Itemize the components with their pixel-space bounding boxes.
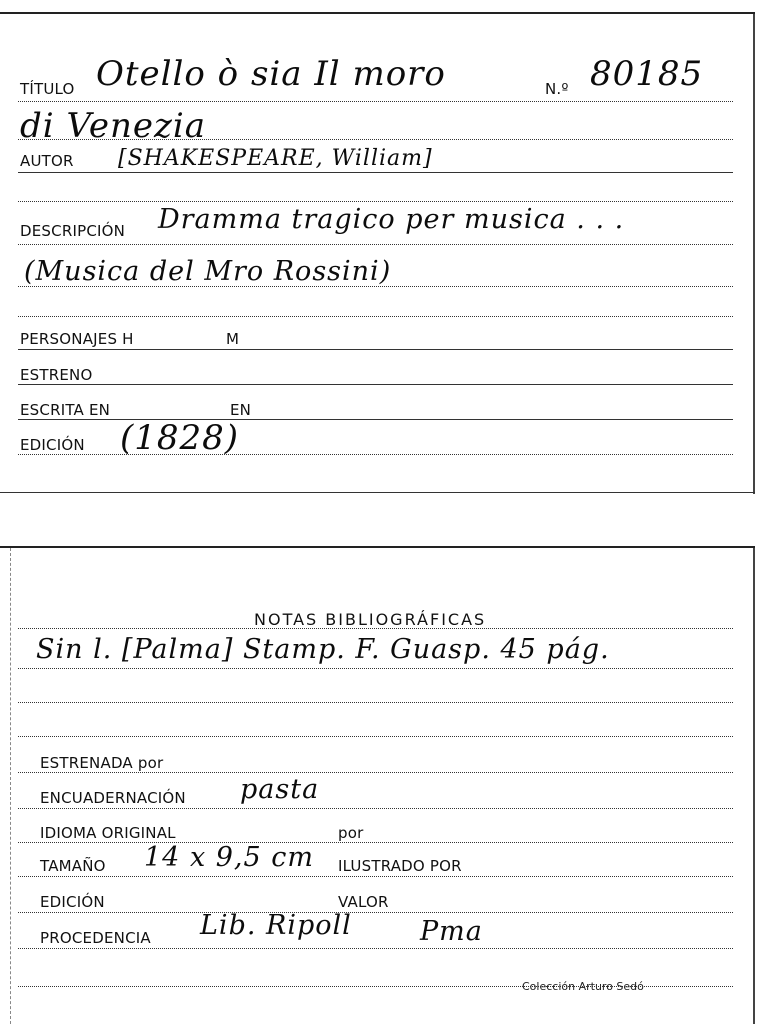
notas-value: Sin l. [Palma] Stamp. F. Guasp. 45 pág.	[36, 634, 610, 665]
por-label: por	[338, 824, 364, 842]
encuadernacion-label: ENCUADERNACIÓN	[40, 789, 186, 807]
edicion-label: EDICIÓN	[20, 436, 85, 454]
descripcion-value-cont: (Musica del Mro Rossini)	[24, 256, 392, 287]
notas-heading: NOTAS BIBLIOGRÁFICAS	[254, 610, 487, 629]
rule	[18, 628, 733, 629]
rule	[18, 912, 733, 913]
estrenada-label: ESTRENADA por	[40, 754, 164, 772]
procedencia-value-2: Pma	[420, 916, 483, 947]
rule	[18, 808, 733, 809]
rule	[18, 842, 733, 843]
ilustrado-label: ILUSTRADO POR	[338, 857, 462, 875]
catalog-card-back	[0, 546, 755, 1024]
numero-label: N.º	[545, 80, 569, 98]
procedencia-label: PROCEDENCIA	[40, 929, 151, 947]
rule	[18, 101, 733, 102]
rule	[18, 668, 733, 669]
rule	[18, 139, 733, 140]
rule	[18, 772, 733, 773]
autor-label: AUTOR	[20, 152, 74, 170]
descripcion-label: DESCRIPCIÓN	[20, 222, 126, 240]
encuadernacion-value: pasta	[240, 774, 320, 805]
titulo-value: Otello ò sia Il moro	[96, 54, 446, 94]
card-edge	[753, 14, 755, 494]
personajes-label: PERSONAJES H	[20, 330, 134, 348]
rule	[18, 201, 733, 202]
catalog-card-front	[0, 12, 755, 494]
rule	[18, 736, 733, 737]
rule	[18, 876, 733, 877]
edicion-value: (1828)	[120, 418, 240, 458]
autor-value: [SHAKESPEARE, William]	[118, 146, 433, 171]
en-label: EN	[230, 401, 252, 419]
card-bottom-edge	[0, 492, 755, 493]
escrita-label: ESCRITA EN	[20, 401, 111, 419]
titulo-label: TÍTULO	[20, 80, 75, 98]
coleccion-stamp: Colección Arturo Sedó	[522, 980, 644, 993]
rule	[18, 384, 733, 385]
rule	[18, 948, 733, 949]
rule	[18, 244, 733, 245]
procedencia-value: Lib. Ripoll	[200, 910, 352, 941]
numero-value: 80185	[590, 54, 704, 94]
tamano-label: TAMAÑO	[40, 857, 106, 875]
m-label: M	[226, 330, 240, 348]
tamano-value: 14 x 9,5 cm	[144, 842, 314, 873]
rule	[18, 172, 733, 173]
idioma-label: IDIOMA ORIGINAL	[40, 824, 176, 842]
titulo-value-cont: di Venezia	[20, 106, 207, 146]
rule	[18, 702, 733, 703]
edicion-label-back: EDICIÓN	[40, 893, 105, 911]
rule	[18, 286, 733, 287]
valor-label: VALOR	[338, 893, 389, 911]
rule	[18, 986, 733, 987]
card-edge	[10, 548, 12, 1024]
card-edge	[753, 548, 755, 1024]
rule	[18, 454, 733, 455]
rule	[18, 349, 733, 350]
estreno-label: ESTRENO	[20, 366, 93, 384]
descripcion-value: Dramma tragico per musica . . .	[158, 204, 625, 235]
rule	[18, 316, 733, 317]
